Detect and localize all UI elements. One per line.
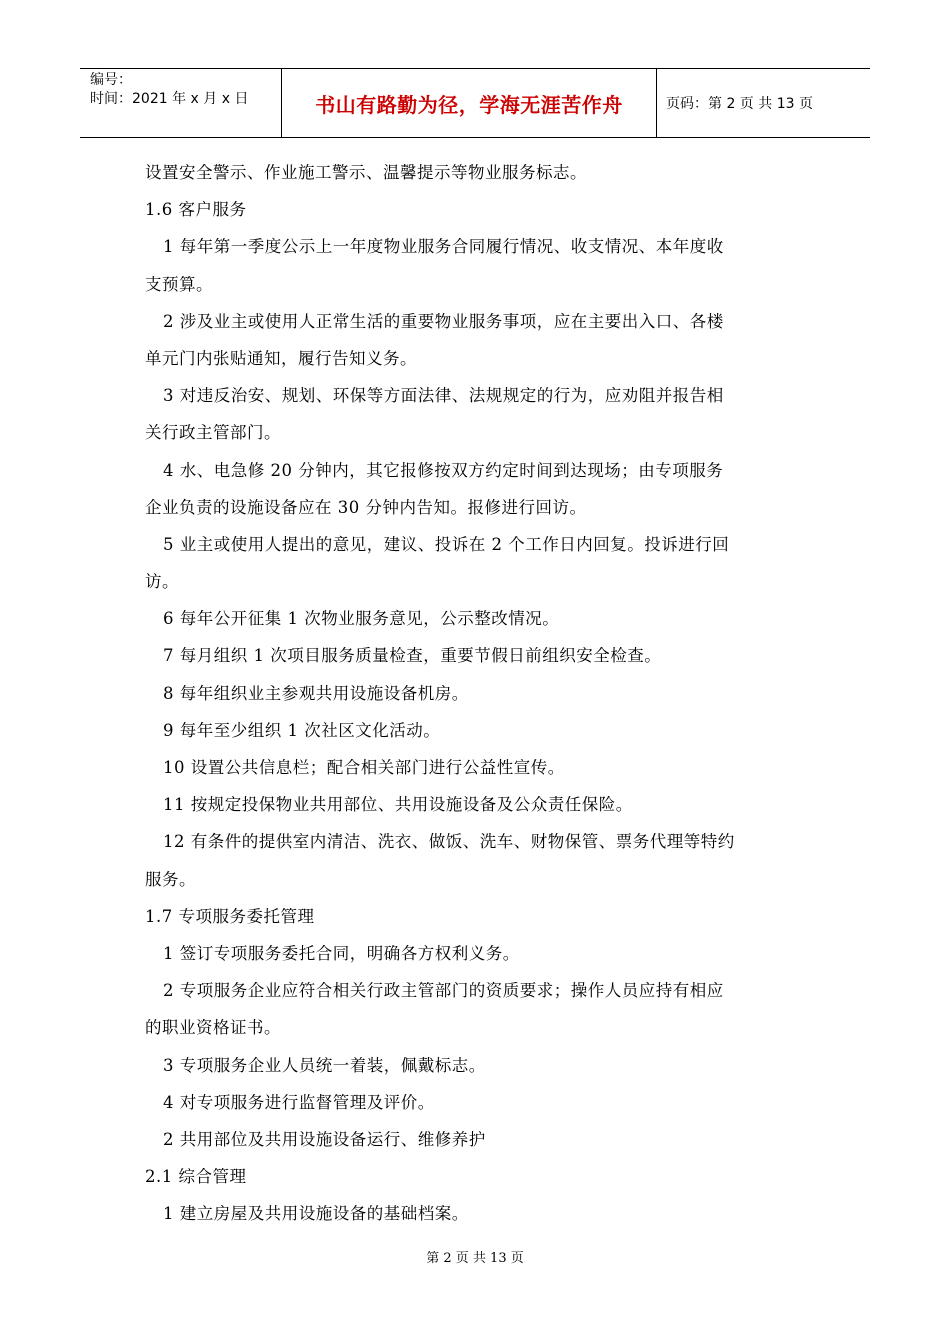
section-heading: 2.1 综合管理 [145, 1167, 247, 1187]
header-motto-cell [282, 69, 657, 137]
footer-page-number: 第 2 页 共 13 页 [426, 1251, 524, 1266]
header-page-number: 页码：第 2 页 共 13 页 [666, 96, 813, 112]
body-line: 单元门内张贴通知，履行告知义务。 [145, 348, 417, 368]
body-line: 1 建立房屋及共用设施设备的基础档案。 [163, 1204, 469, 1224]
body-line: 3 专项服务企业人员统一着装，佩戴标志。 [163, 1055, 486, 1075]
section-heading: 1.7 专项服务委托管理 [145, 906, 315, 926]
body-line: 3 对违反治安、规划、环保等方面法律、法规规定的行为，应劝阻并报告相 [163, 386, 724, 406]
body-line: 2 涉及业主或使用人正常生活的重要物业服务事项，应在主要出入口、各楼 [163, 311, 724, 331]
document-body [145, 154, 810, 1232]
header-page-cell [657, 69, 870, 137]
body-line: 10 设置公共信息栏；配合相关部门进行公益性宣传。 [163, 758, 565, 777]
document-date: 时间：2021 年 x 月 x 日 [90, 91, 249, 107]
body-line: 1 签订专项服务委托合同，明确各方权利义务。 [163, 943, 520, 963]
body-line: 4 对专项服务进行监督管理及评价。 [163, 1092, 435, 1112]
body-line: 企业负责的设施设备应在 30 分钟内告知。报修进行回访。 [145, 497, 587, 517]
page-footer [0, 1247, 950, 1266]
body-line: 的职业资格证书。 [145, 1018, 281, 1038]
body-line: 11 按规定投保物业共用部位、共用设施设备及公众责任保险。 [163, 795, 633, 815]
body-line: 支预算。 [145, 274, 213, 294]
body-line: 访。 [145, 572, 179, 592]
body-line: 7 每月组织 1 次项目服务质量检查，重要节假日前组织安全检查。 [163, 646, 662, 666]
body-line: 9 每年至少组织 1 次社区文化活动。 [163, 720, 441, 740]
body-line: 4 水、电急修 20 分钟内，其它报修按双方约定时间到达现场；由专项服务 [163, 460, 724, 480]
body-line: 6 每年公开征集 1 次物业服务意见，公示整改情况。 [163, 609, 560, 629]
body-line: 关行政主管部门。 [145, 423, 281, 443]
header-meta [80, 69, 282, 137]
body-line: 12 有条件的提供室内清洁、洗衣、做饭、洗车、财物保管、票务代理等特约 [163, 832, 735, 852]
header-motto: 书山有路勤为径，学海无涯苦作舟 [315, 92, 623, 117]
section-heading: 1.6 客户服务 [145, 200, 247, 220]
body-line: 8 每年组织业主参观共用设施设备机房。 [163, 683, 469, 703]
body-line: 5 业主或使用人提出的意见，建议、投诉在 2 个工作日内回复。投诉进行回 [163, 534, 730, 554]
document-number: 编号： [90, 72, 132, 88]
chapter-heading: 2 共用部位及共用设施设备运行、维修养护 [163, 1129, 486, 1149]
body-line: 1 每年第一季度公示上一年度物业服务合同履行情况、收支情况、本年度收 [163, 237, 724, 257]
body-line: 设置安全警示、作业施工警示、温馨提示等物业服务标志。 [145, 163, 587, 182]
body-line: 2 专项服务企业应符合相关行政主管部门的资质要求；操作人员应持有相应 [163, 981, 724, 1001]
page-header [80, 68, 870, 138]
body-line: 服务。 [145, 869, 196, 889]
